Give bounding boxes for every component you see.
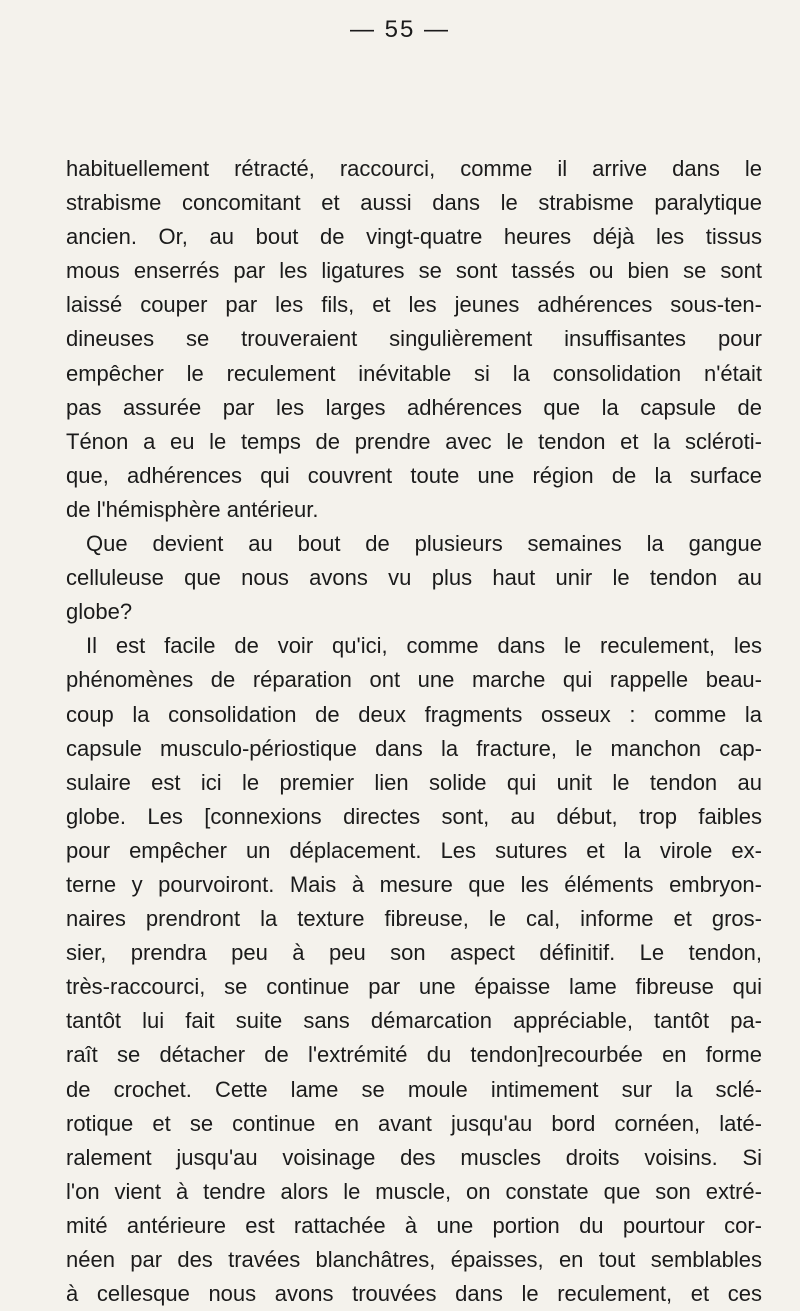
text-line: mous enserrés par les ligatures se sont tassés ou bien se sont (66, 258, 762, 284)
text-line: strabisme concomitant et aussi dans le strabisme paralytique (66, 190, 762, 216)
text-line: sier, prendra peu à peu son aspect définitif. Le tendon, (66, 940, 762, 966)
text-line: sulaire est ici le premier lien solide qui unit le tendon au (66, 769, 762, 795)
text-line: tantôt lui fait suite sans démarcation appréciable, tantôt pa- (66, 1008, 762, 1034)
text-line: rotique et se continue en avant jusqu'au bord cornéen, laté- (66, 1110, 762, 1136)
text-line: Il est facile de voir qu'ici, comme dans le reculement, les (86, 633, 762, 659)
text-line: l'on vient à tendre alors le muscle, on constate que son extré- (66, 1178, 762, 1204)
text-line: celluleuse que nous avons vu plus haut unir le tendon au (66, 565, 762, 591)
text-line: pour empêcher un déplacement. Les sutures et la virole ex- (66, 837, 762, 863)
text-line: Que devient au bout de plusieurs semaines la gangue (86, 531, 762, 557)
text-line: terne y pourvoiront. Mais à mesure que les éléments embryon- (66, 871, 762, 897)
text-line: mité antérieure est rattachée à une portion du pourtour cor- (66, 1212, 762, 1238)
text-line: néen par des travées blanchâtres, épaisses, en tout semblables (66, 1247, 762, 1272)
text-line: raît se détacher de l'extrémité du tendon]recourbée en forme (66, 1042, 762, 1068)
text-line: habituellement rétracté, raccourci, comme il arrive dans le (66, 156, 762, 181)
body-text (66, 152, 762, 1311)
text-line: empêcher le reculement inévitable si la consolidation n'était (66, 360, 762, 386)
text-line: Ténon a eu le temps de prendre avec le tendon et la scléroti- (66, 428, 762, 454)
text-line: coup la consolidation de deux fragments osseux : comme la (66, 701, 762, 727)
text-line: très-raccourci, se continue par une épaisse lame fibreuse qui (66, 974, 762, 1000)
text-line: ancien. Or, au bout de vingt-quatre heures déjà les tissus (66, 224, 762, 250)
text-line: globe? (66, 599, 133, 625)
text-line: de l'hémisphère antérieur. (66, 496, 319, 522)
text-line: pas assurée par les larges adhérences que la capsule de (66, 394, 762, 420)
text-line: globe. Les [connexions directes sont, au début, trop faibles (66, 803, 762, 829)
page-number: — 55 — (349, 16, 451, 43)
text-line: que, adhérences qui couvrent toute une région de la surface (66, 462, 762, 488)
text-line: à cellesque nous avons trouvées dans le reculement, et ces (66, 1281, 762, 1307)
text-line: de crochet. Cette lame se moule intimement sur la sclé- (66, 1076, 762, 1102)
text-line: dineuses se trouveraient singulièrement insuffisantes pour (66, 326, 762, 352)
text-line: laissé couper par les fils, et les jeunes adhérences sous-ten- (66, 292, 762, 318)
text-line: capsule musculo-périostique dans la fracture, le manchon cap- (66, 735, 762, 761)
text-line: phénomènes de réparation ont une marche qui rappelle beau- (66, 667, 762, 693)
text-line: naires prendront la texture fibreuse, le cal, informe et gros- (66, 906, 762, 932)
text-line: ralement jusqu'au voisinage des muscles droits voisins. Si (66, 1144, 762, 1170)
